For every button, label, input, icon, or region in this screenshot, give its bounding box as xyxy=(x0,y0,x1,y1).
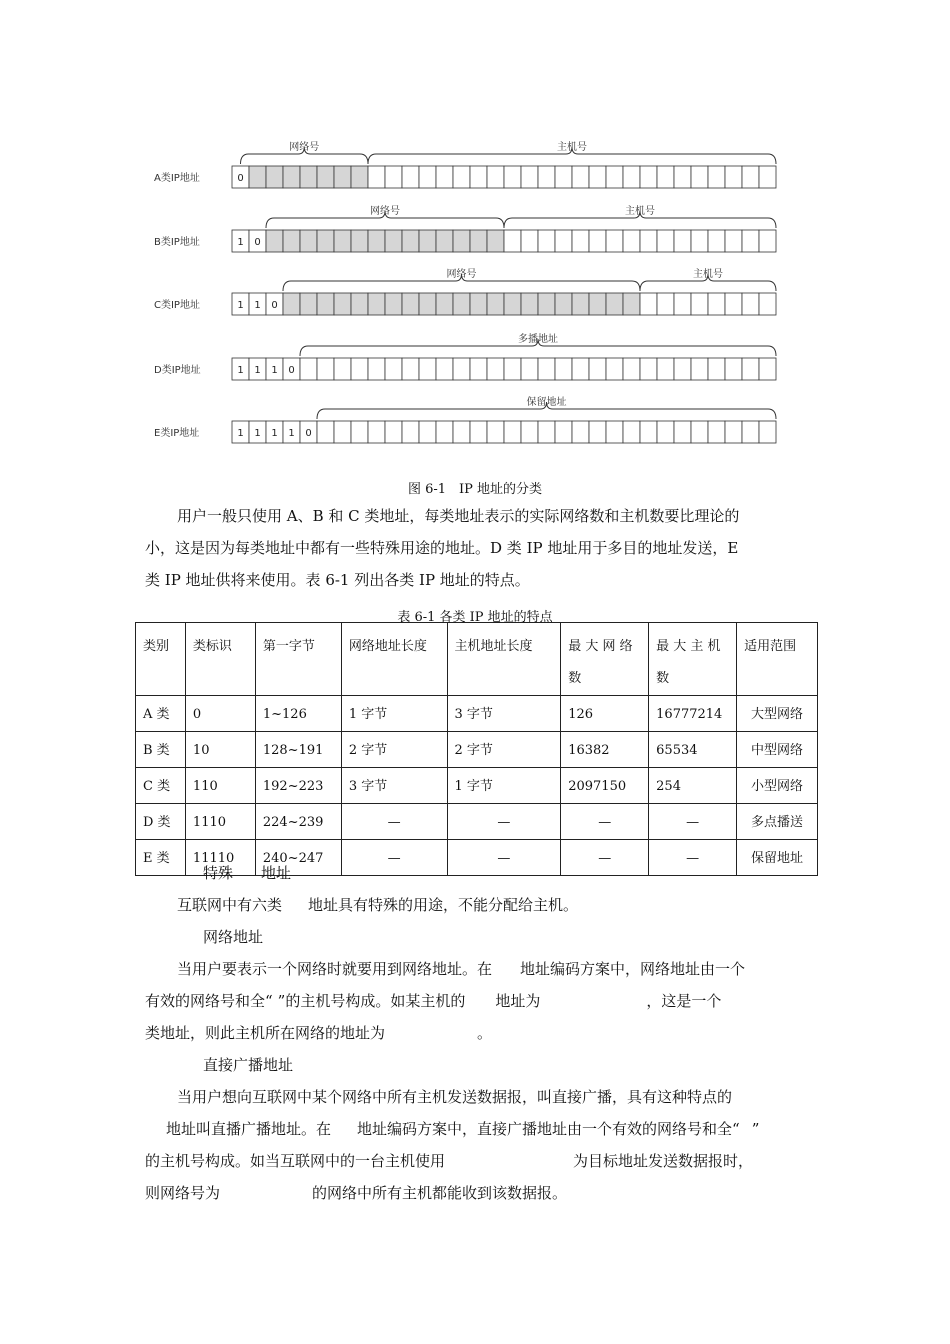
bit-cell xyxy=(657,293,674,315)
bit-cell xyxy=(385,421,402,443)
cell: 16777214 xyxy=(649,696,737,732)
cell: 2 字节 xyxy=(341,732,447,768)
bit-value: 1 xyxy=(254,300,261,311)
bit-cell xyxy=(334,166,351,188)
header-cell-max-networks xyxy=(561,623,649,696)
header-cell-max-hosts xyxy=(649,623,737,696)
bit-value: 0 xyxy=(254,237,261,248)
cell: 11110 xyxy=(185,840,255,876)
broadcast-l4a: 则网络号为 xyxy=(145,1184,221,1202)
network-l1a: 当用户要表示一个网络时就要用到网络地址。在 xyxy=(177,960,493,978)
broadcast-l2c: ” xyxy=(751,1120,760,1138)
bit-cell xyxy=(538,421,555,443)
bit-cell xyxy=(742,166,759,188)
bit-cell xyxy=(249,166,266,188)
bit-cell xyxy=(691,421,708,443)
bit-cell xyxy=(402,358,419,380)
cell: 大型网络 xyxy=(737,696,818,732)
bit-value: 1 xyxy=(254,365,261,376)
bit-cell xyxy=(538,230,555,252)
bit-cell xyxy=(487,293,504,315)
bit-cell xyxy=(453,358,470,380)
table-row xyxy=(136,696,818,732)
bit-value: 1 xyxy=(254,428,261,439)
bit-cell xyxy=(470,166,487,188)
bit-cell xyxy=(385,358,402,380)
network-title: 网络地址 xyxy=(203,928,264,946)
bit-cell xyxy=(521,421,538,443)
bit-cell xyxy=(504,421,521,443)
network-l1b: 地址编码方案中，网络地址由一个 xyxy=(520,960,746,978)
network-line-1 xyxy=(177,953,745,985)
bit-cell xyxy=(419,230,436,252)
bit-cell xyxy=(623,230,640,252)
bit-cell xyxy=(623,166,640,188)
broadcast-l4b: 的网络中所有主机都能收到该数据报。 xyxy=(312,1184,568,1202)
bit-cell xyxy=(453,293,470,315)
cell: 1110 xyxy=(185,804,255,840)
host-number-label: 主机号 xyxy=(625,206,655,217)
bit-cell xyxy=(402,230,419,252)
bit-cell xyxy=(300,358,317,380)
bit-cell xyxy=(674,230,691,252)
bit-cell xyxy=(759,230,776,252)
broadcast-line-3 xyxy=(145,1145,753,1177)
bit-cell xyxy=(589,421,606,443)
bit-cell xyxy=(691,166,708,188)
bit-cell xyxy=(436,230,453,252)
bit-cell xyxy=(725,421,742,443)
bit-cell xyxy=(691,358,708,380)
bit-cell xyxy=(283,166,300,188)
bit-cell xyxy=(504,166,521,188)
bit-cell xyxy=(691,230,708,252)
bit-value: 0 xyxy=(305,428,312,439)
cell: 保留地址 xyxy=(737,840,818,876)
cell: — xyxy=(561,804,649,840)
network-l2a: 有效的网络号和全“ xyxy=(145,992,273,1010)
cell: 1 字节 xyxy=(447,768,561,804)
bit-cell xyxy=(708,358,725,380)
bit-cell xyxy=(640,230,657,252)
bit-value: 1 xyxy=(237,365,244,376)
bit-cell xyxy=(436,421,453,443)
bit-cell xyxy=(742,421,759,443)
cell: E 类 xyxy=(136,840,186,876)
address-type-label: 多播地址 xyxy=(518,334,558,345)
header-cell: 网络地址长度 xyxy=(341,623,447,696)
cell: — xyxy=(341,840,447,876)
bit-cell xyxy=(623,358,640,380)
header-line: 最 大 主 机 xyxy=(656,639,721,654)
bit-cell xyxy=(334,421,351,443)
bit-cell xyxy=(555,293,572,315)
cell: 3 字节 xyxy=(447,696,561,732)
bit-cell xyxy=(708,293,725,315)
header-cell: 第一字节 xyxy=(255,623,341,696)
bit-cell xyxy=(504,293,521,315)
bit-value: 1 xyxy=(271,365,278,376)
bit-cell xyxy=(317,421,334,443)
cell: 240~247 xyxy=(255,840,341,876)
bit-cell xyxy=(572,166,589,188)
bit-cell xyxy=(640,293,657,315)
cell: 多点播送 xyxy=(737,804,818,840)
bit-cell xyxy=(572,230,589,252)
bit-cell xyxy=(759,421,776,443)
bit-cell xyxy=(589,293,606,315)
bit-cell xyxy=(300,230,317,252)
cell: 192~223 xyxy=(255,768,341,804)
cell: 2097150 xyxy=(561,768,649,804)
broadcast-line-4 xyxy=(145,1177,567,1209)
bit-cell xyxy=(385,166,402,188)
cell: D 类 xyxy=(136,804,186,840)
cell: 65534 xyxy=(649,732,737,768)
bit-cell xyxy=(300,166,317,188)
cell: 16382 xyxy=(561,732,649,768)
cell: B 类 xyxy=(136,732,186,768)
cell: — xyxy=(649,840,737,876)
bit-cell xyxy=(521,358,538,380)
special-line xyxy=(177,889,578,921)
cell: — xyxy=(649,804,737,840)
bit-cell xyxy=(402,293,419,315)
bit-cell xyxy=(640,358,657,380)
bit-cell xyxy=(674,293,691,315)
ip-class-diagram xyxy=(140,118,800,458)
bit-cell xyxy=(402,421,419,443)
bit-cell xyxy=(334,230,351,252)
bit-cell xyxy=(589,358,606,380)
bit-cell xyxy=(283,293,300,315)
bit-cell xyxy=(674,421,691,443)
bit-cell xyxy=(385,230,402,252)
intro-line-2: 小，这是因为每类地址中都有一些特殊用途的地址。D 类 IP 地址用于多目的地址发送，E xyxy=(145,539,739,557)
bit-cell xyxy=(453,421,470,443)
row-label: E类IP地址 xyxy=(154,428,200,439)
header-cell: 类别 xyxy=(136,623,186,696)
network-l2b: ”的主机号构成。如某主机的 xyxy=(277,992,466,1010)
address-type-label: 保留地址 xyxy=(526,397,567,408)
bit-cell xyxy=(657,421,674,443)
bit-cell xyxy=(538,293,555,315)
bit-cell xyxy=(368,358,385,380)
bit-cell xyxy=(606,293,623,315)
bit-cell xyxy=(691,293,708,315)
cell: 126 xyxy=(561,696,649,732)
broadcast-l3a: 的主机号构成。如当互联网中的一台主机使用 xyxy=(145,1152,446,1170)
header-cell: 类标识 xyxy=(185,623,255,696)
bit-cell xyxy=(266,166,283,188)
bit-cell xyxy=(351,166,368,188)
bit-cell xyxy=(334,293,351,315)
cell: 0 xyxy=(185,696,255,732)
special-line-a: 互联网中有六类 xyxy=(177,896,283,914)
bit-cell xyxy=(572,421,589,443)
bit-cell xyxy=(759,166,776,188)
bit-cell xyxy=(555,421,572,443)
bit-cell xyxy=(589,230,606,252)
bit-cell xyxy=(742,230,759,252)
bit-cell xyxy=(725,230,742,252)
bit-cell xyxy=(555,358,572,380)
bit-cell xyxy=(317,293,334,315)
broadcast-l3b: 为目标地址发送数据报时， xyxy=(573,1152,754,1170)
broadcast-line-1: 当用户想向互联网中某个网络中所有主机发送数据报，叫直接广播，具有这种特点的 xyxy=(177,1088,733,1106)
special-title-b: 地址 xyxy=(261,864,292,882)
broadcast-l2b: 地址编码方案中，直接广播地址由一个有效的网络号和全“ xyxy=(357,1120,740,1138)
bit-cell xyxy=(640,166,657,188)
broadcast-l2a: 地址叫直播广播地址。在 xyxy=(166,1120,332,1138)
bit-cell xyxy=(504,358,521,380)
row-label: A类IP地址 xyxy=(154,173,200,184)
bit-cell xyxy=(521,293,538,315)
bit-cell xyxy=(725,358,742,380)
intro-line-3: 类 IP 地址供将来使用。表 6-1 列出各类 IP 地址的特点。 xyxy=(145,571,530,589)
bit-cell xyxy=(368,421,385,443)
bit-cell xyxy=(419,166,436,188)
bit-cell xyxy=(572,358,589,380)
bit-value: 1 xyxy=(237,237,244,248)
bit-cell xyxy=(470,358,487,380)
cell: 110 xyxy=(185,768,255,804)
header-line: 数 xyxy=(656,671,670,686)
network-l3b: 。 xyxy=(477,1024,493,1042)
intro-line-1: 用户一般只使用 A、B 和 C 类地址，每类地址表示的实际网络数和主机数要比理论的 xyxy=(177,507,740,525)
bit-cell xyxy=(266,230,283,252)
bit-value: 1 xyxy=(271,428,278,439)
special-line-b: 地址具有特殊的用途，不能分配给主机。 xyxy=(308,896,579,914)
header-line: 数 xyxy=(568,671,582,686)
network-number-label: 网络号 xyxy=(446,269,477,280)
bit-cell xyxy=(759,358,776,380)
cell: — xyxy=(447,840,561,876)
bit-cell xyxy=(487,358,504,380)
bit-cell xyxy=(419,293,436,315)
cell: 3 字节 xyxy=(341,768,447,804)
bit-cell xyxy=(657,358,674,380)
network-line-3 xyxy=(145,1017,492,1049)
bit-value: 0 xyxy=(271,300,278,311)
bit-cell xyxy=(606,421,623,443)
cell: 2 字节 xyxy=(447,732,561,768)
figure-caption: 图 6-1 IP 地址的分类 xyxy=(407,482,543,497)
bit-cell xyxy=(674,358,691,380)
bit-cell xyxy=(521,230,538,252)
bit-cell xyxy=(555,230,572,252)
table-row xyxy=(136,804,818,840)
cell: 1 字节 xyxy=(341,696,447,732)
bit-cell xyxy=(759,293,776,315)
cell: 254 xyxy=(649,768,737,804)
cell: 10 xyxy=(185,732,255,768)
bit-cell xyxy=(708,421,725,443)
cell: A 类 xyxy=(136,696,186,732)
bit-cell xyxy=(572,293,589,315)
bit-cell xyxy=(538,166,555,188)
cell: — xyxy=(561,840,649,876)
bit-cell xyxy=(742,358,759,380)
broadcast-title: 直接广播地址 xyxy=(203,1056,294,1074)
cell: — xyxy=(341,804,447,840)
intro-paragraph xyxy=(145,500,817,596)
bit-cell xyxy=(657,166,674,188)
bit-cell xyxy=(317,358,334,380)
table-caption: 表 6-1 各类 IP 地址的特点 xyxy=(397,610,553,625)
bit-cell xyxy=(334,358,351,380)
bit-cell xyxy=(351,293,368,315)
cell: — xyxy=(447,804,561,840)
table-row xyxy=(136,732,818,768)
row-label: C类IP地址 xyxy=(154,300,200,311)
bit-cell xyxy=(623,421,640,443)
bit-cell xyxy=(725,293,742,315)
cell: 小型网络 xyxy=(737,768,818,804)
network-l2d: ，这是一个 xyxy=(646,992,722,1010)
bit-cell xyxy=(351,358,368,380)
bit-cell xyxy=(317,230,334,252)
row-label: B类IP地址 xyxy=(154,237,200,248)
bit-cell xyxy=(657,230,674,252)
bit-cell xyxy=(419,421,436,443)
bit-cell xyxy=(606,230,623,252)
bit-cell xyxy=(283,230,300,252)
bit-cell xyxy=(640,421,657,443)
bit-cell xyxy=(708,166,725,188)
cell: 1~126 xyxy=(255,696,341,732)
bit-cell xyxy=(487,166,504,188)
bit-cell xyxy=(487,421,504,443)
bit-cell xyxy=(453,230,470,252)
bit-cell xyxy=(351,230,368,252)
bit-cell xyxy=(674,166,691,188)
bit-cell xyxy=(385,293,402,315)
table-header-row xyxy=(136,623,818,696)
bit-cell xyxy=(708,230,725,252)
row-label: D类IP地址 xyxy=(154,365,201,376)
ip-class-table xyxy=(135,622,818,876)
table-row xyxy=(136,768,818,804)
bit-value: 1 xyxy=(237,428,244,439)
network-number-label: 网络号 xyxy=(289,142,320,153)
bit-cell xyxy=(368,230,385,252)
special-title xyxy=(203,857,291,889)
network-line-2 xyxy=(145,985,721,1017)
bit-cell xyxy=(538,358,555,380)
bit-cell xyxy=(419,358,436,380)
bit-cell xyxy=(436,166,453,188)
bit-value: 0 xyxy=(288,365,295,376)
header-cell: 主机地址长度 xyxy=(447,623,561,696)
bit-cell xyxy=(470,421,487,443)
bit-cell xyxy=(521,166,538,188)
bit-cell xyxy=(589,166,606,188)
bit-cell xyxy=(300,293,317,315)
bit-cell xyxy=(351,421,368,443)
bit-cell xyxy=(436,358,453,380)
bit-cell xyxy=(742,293,759,315)
special-title-a: 特殊 xyxy=(203,864,234,882)
bit-cell xyxy=(436,293,453,315)
bit-cell xyxy=(606,358,623,380)
bit-cell xyxy=(470,293,487,315)
header-cell: 适用范围 xyxy=(737,623,818,696)
bit-value: 1 xyxy=(288,428,295,439)
host-number-label: 主机号 xyxy=(557,142,587,153)
cell: 128~191 xyxy=(255,732,341,768)
bit-cell xyxy=(504,230,521,252)
network-l2c: 地址为 xyxy=(495,992,541,1010)
bit-cell xyxy=(725,166,742,188)
bit-cell xyxy=(402,166,419,188)
bit-cell xyxy=(606,166,623,188)
broadcast-line-2 xyxy=(166,1113,759,1145)
host-number-label: 主机号 xyxy=(693,269,723,280)
bit-cell xyxy=(487,230,504,252)
network-number-label: 网络号 xyxy=(370,206,400,217)
bit-value: 0 xyxy=(237,173,244,184)
bit-cell xyxy=(623,293,640,315)
bit-cell xyxy=(317,166,334,188)
bit-cell xyxy=(470,230,487,252)
cell: 中型网络 xyxy=(737,732,818,768)
bit-cell xyxy=(368,166,385,188)
bit-cell xyxy=(555,166,572,188)
network-l3a: 类地址，则此主机所在网络的地址为 xyxy=(145,1024,386,1042)
header-line: 最 大 网 络 xyxy=(568,639,633,654)
cell: C 类 xyxy=(136,768,186,804)
bit-value: 1 xyxy=(237,300,244,311)
bit-cell xyxy=(453,166,470,188)
bit-cell xyxy=(368,293,385,315)
cell: 224~239 xyxy=(255,804,341,840)
